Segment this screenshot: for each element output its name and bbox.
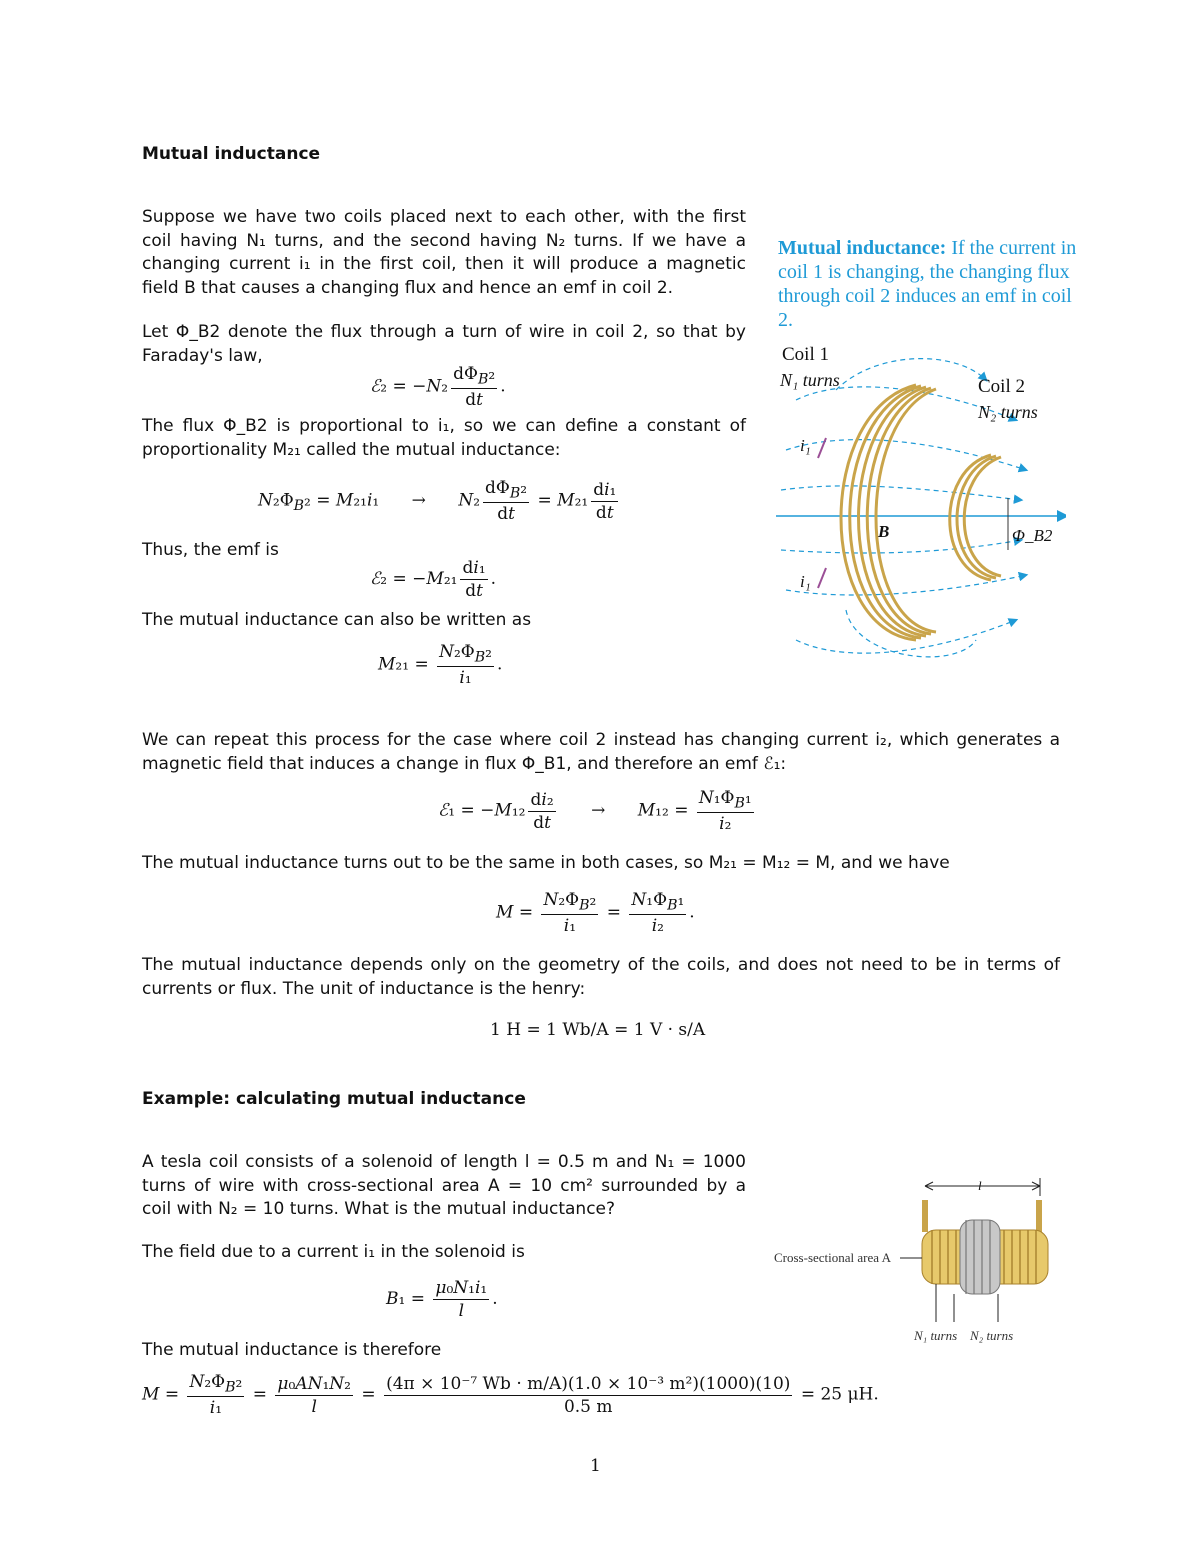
equation-henry: 1 H = 1 Wb/A = 1 V · s/A xyxy=(490,1020,706,1040)
figure1-caption-bold: Mutual inductance: xyxy=(778,237,947,259)
equation-emf-m21: ℰ₂ = −M₂₁ $\frac{\text{di₁}}{dt}$ . xyxy=(370,558,497,601)
equation-m21-flux: M₂₁ = $\frac{N_2\Phi_B_2}{\text{i₁}}$ . xyxy=(378,642,503,689)
current-label-top: i₁ xyxy=(800,436,811,455)
coil1-shape xyxy=(841,385,936,640)
paragraph-intro: Suppose we have two coils placed next to each other, with the first coil having N₁ turns, and the second having N₂ turns. If we have a changing current i₁ in the first coil, then it will produce a magnetic field B that causes a changing flux and hence an emf in coil 2. xyxy=(142,207,746,298)
equation-emf-faraday: ℰ₂ = −N₂ $\frac{d\Phi_B_2}{dt}$ . xyxy=(370,364,506,411)
field-label: B xyxy=(878,522,890,541)
paragraph-also-written: The mutual inductance can also be written as xyxy=(142,610,532,630)
coil1-label: Coil 1 xyxy=(782,344,829,365)
coil2-turns-label: N₂ turns xyxy=(978,402,1038,422)
length-label: l xyxy=(978,1178,982,1193)
flux-label: Φ_B2 xyxy=(1012,526,1053,545)
current-arrow-bottom xyxy=(818,568,826,588)
result-denominator: 0.5 m xyxy=(563,1396,613,1417)
equation-result: M = $\frac{N_2\Phi_B_2}{\text{i₁}}$ = $\frac{\text{μ₀AN₁N₂}}{l}$ = $\frac{\text{(4π × 10⁻⁷ Wb · m/A)(1.0 × 10⁻³ m²)(1000)(10)}}{0.5 m}$ = 25 μH. xyxy=(142,1372,879,1419)
result-numerator: (4π × 10⁻⁷ Wb · m/A)(1.0 × 10⁻³ m²)(1000)(10) xyxy=(386,1373,791,1394)
paragraph-therefore: The mutual inductance is therefore xyxy=(142,1340,442,1360)
coil1-turns-label: N₁ turns xyxy=(780,370,840,390)
paragraph-thus: Thus, the emf is xyxy=(142,540,279,560)
paragraph-repeat: We can repeat this process for the case where coil 2 instead has changing current i₂, which generates a magnetic field that induces a change in flux Φ_B1, and therefore an emf ℰ₁: xyxy=(142,730,1060,774)
page-number: 1 xyxy=(590,1456,601,1476)
area-label: Cross-sectional area A xyxy=(774,1250,891,1265)
figure1-caption xyxy=(778,236,1078,332)
equation-m-both: M = $\frac{N_2\Phi_B_2}{\text{i₁}}$ = $\frac{N_1\Phi_B_1}{\text{i₂}}$ . xyxy=(496,890,695,937)
paragraph-tesla-coil: A tesla coil consists of a solenoid of length l = 0.5 m and N₁ = 1000 turns of wire with cross-sectional area A = 10 cm² surrounded by a coil with N₂ = 10 turns. What is the mutual inductance? xyxy=(142,1152,746,1219)
coil2-shape xyxy=(950,455,1001,580)
paragraph-geometry: The mutual inductance depends only on the geometry of the coils, and does not need to be in terms of currents or flux. The unit of inductance is the henry: xyxy=(142,955,1060,999)
paragraph-field-solenoid: The field due to a current i₁ in the solenoid is xyxy=(142,1242,525,1262)
paragraph-faraday: Let Φ_B2 denote the flux through a turn of wire in coil 2, so that by Faraday's law, xyxy=(142,322,746,366)
result-value: = 25 μH. xyxy=(800,1384,879,1405)
paragraph-same-both: The mutual inductance turns out to be the same in both cases, so M₂₁ = M₁₂ = M, and we have xyxy=(142,853,950,873)
current-arrow-top xyxy=(818,438,826,458)
figure1-caption-text: If the current in coil 1 is changing, the changing flux through coil 2 induces an emf in coil 2. xyxy=(778,237,1077,331)
section-title-mutual-inductance: Mutual inductance xyxy=(142,144,321,164)
n1-turns-label: N₁ turns xyxy=(914,1328,958,1343)
equation-emf1-m12: ℰ₁ = −M₁₂ $\frac{\text{di₂}}{dt}$ → M₁₂ = $\frac{N_1\Phi_B_1}{\text{i₂}}$ xyxy=(438,788,752,835)
section-title-example: Example: calculating mutual inductance xyxy=(142,1089,526,1109)
n2-turns-label: N₂ turns xyxy=(970,1328,1014,1343)
coil2-label: Coil 2 xyxy=(978,376,1025,397)
equation-definition-m21: $N_2\Phi_B_2 = M_{21}i_1$ → N₂ $\frac{d\Phi_B_2}{dt}$ = M₂₁ $\frac{\text{di₁}}{dt}$ xyxy=(258,478,617,525)
current-label-bottom: i₁ xyxy=(800,572,811,591)
equation-b1: B₁ = $\frac{\text{μ₀N₁i₁}}{l}$ . xyxy=(386,1278,498,1321)
figure2-solenoid-diagram xyxy=(900,1172,1060,1332)
paragraph-proportional: The flux Φ_B2 is proportional to i₁, so we can define a constant of proportionality M₂₁ called the mutual inductance: xyxy=(142,416,746,460)
